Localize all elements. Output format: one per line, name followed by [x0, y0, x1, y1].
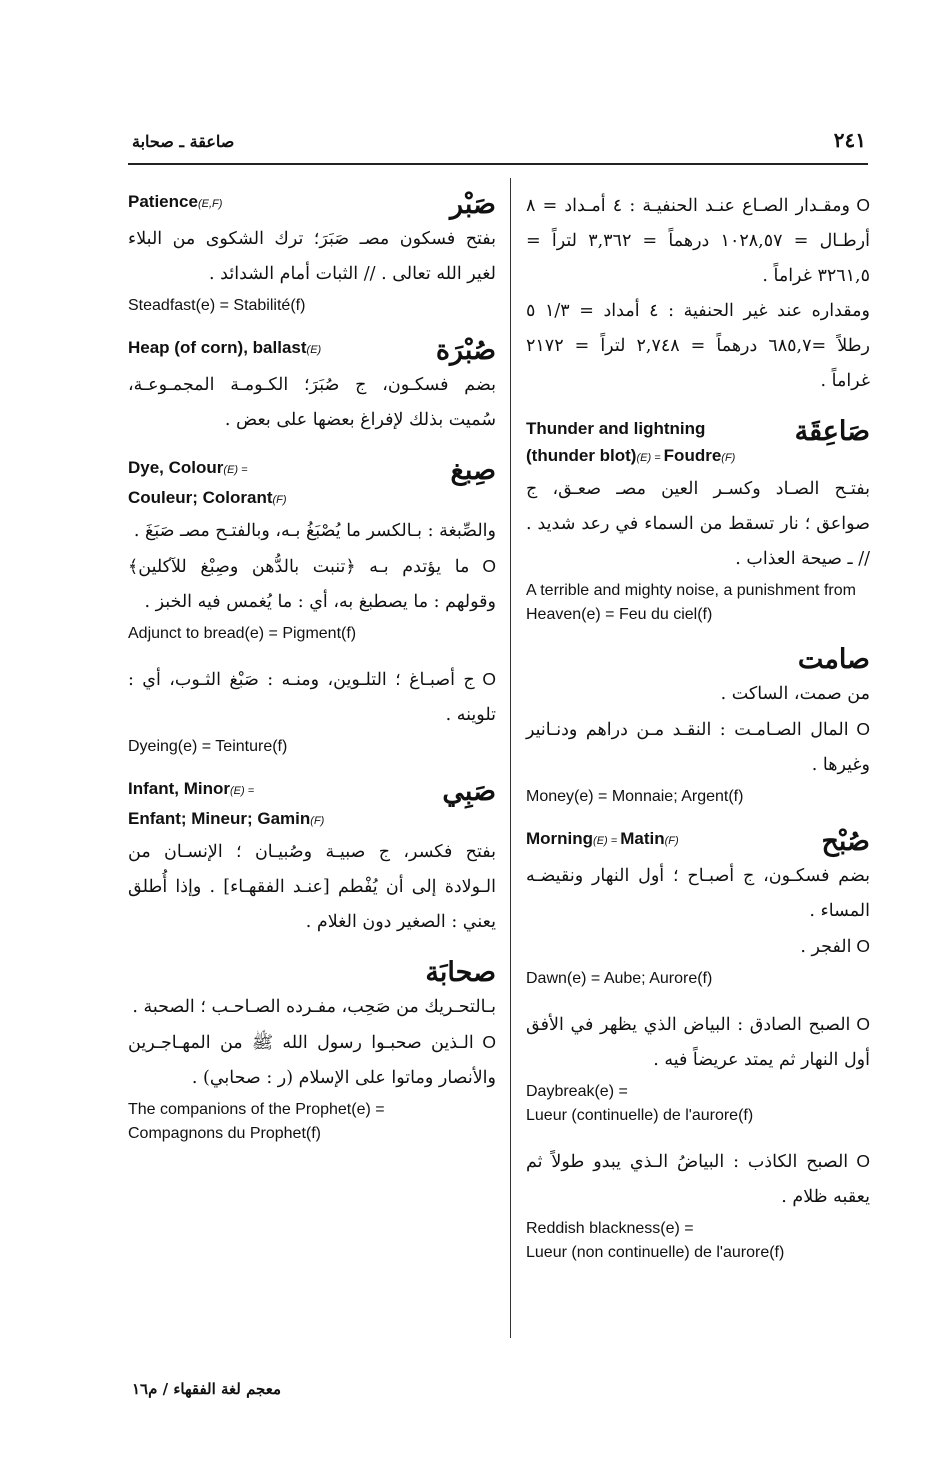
entry-saiqa	[526, 415, 870, 627]
arabic-definition: بفتح فكسر، ج صبيـة وصُبيـان ؛ الإنسـان من الـولادة إلى أن يُفْطم [عنـد الفقهـاء] . وإذا أُطلق يعني : الصغير دون الغلام .	[128, 842, 496, 932]
entry-subh-kadhib	[526, 1144, 870, 1265]
arabic-definition: O ج أصبـاغ ؛ التلـوين، ومنـه : صَبْغ الثـوب، أي : تلوينه .	[128, 662, 496, 733]
arabic-definition: بفتح فسكون مصـ صَبَرَ؛ ترك الشكوى من البلاء لغير الله تعالى . // الثبات أمام الشدائد .	[128, 229, 496, 284]
entry-sa-continued	[526, 188, 870, 399]
english-heading: Heap (of corn), ballast(E)	[128, 338, 322, 357]
arabic-definition: ومقداره عند غير الحنفية : ٤ أمداد = ١/٣ ٥ رطلاً =٦٨٥,٧ درهماً = ٢,٧٤٨ لتراً = ٢١٧٢ غراماً .	[526, 301, 871, 391]
arabic-definition: O الصبح الكاذب : البياضُ الـذي يبدو طولاً ثم يعقبه ظلام .	[526, 1144, 870, 1215]
running-title: صاعقة ـ صحابة	[132, 132, 235, 151]
translation: Dyeing(e) = Teinture(f)	[128, 738, 288, 755]
entry-subh-sadiq	[526, 1007, 870, 1128]
headword: صحابَة	[425, 957, 496, 988]
headword: صُبْرَة	[435, 335, 496, 366]
page-number: ٢٤١	[833, 128, 866, 152]
arabic-definition: O الصبح الصادق : البياض الذي يظهر في الأفق أول النهار ثم يمتد عريضاً فيه .	[526, 1007, 870, 1078]
english-heading: Infant, Minor(E) = Enfant; Mineur; Gamin(F)	[128, 779, 325, 828]
entry-sahaba	[128, 956, 496, 1146]
left-column	[128, 188, 496, 1162]
headword: صَبِي	[442, 776, 496, 807]
translation: Reddish blackness(e) = Lueur (non continuelle) de l'aurore(f)	[526, 1220, 785, 1261]
translation: Adjunct to bread(e) = Pigment(f)	[128, 625, 357, 642]
entry-subh	[526, 825, 870, 991]
entry-asbagh	[128, 662, 496, 759]
english-heading: Patience(E,F)	[128, 192, 223, 211]
arabic-definition: بـالتحـريك من صَحِب، مفـرده الصـاحـب ؛ الصحبة .	[132, 997, 496, 1017]
footer-note: معجم لغة الفقهاء / م١٦	[132, 1380, 282, 1398]
header-rule	[128, 163, 868, 165]
column-divider	[510, 178, 511, 1338]
entry-sibgh	[128, 454, 496, 646]
entry-sabi	[128, 775, 496, 940]
translation: Daybreak(e) = Lueur (continuelle) de l'aurore(f)	[526, 1083, 754, 1124]
translation: Dawn(e) = Aube; Aurore(f)	[526, 970, 713, 987]
english-heading: Morning(E) = Matin(F)	[526, 829, 679, 848]
translation: Steadfast(e) = Stabilité(f)	[128, 297, 306, 314]
translation: A terrible and mighty noise, a punishment from Heaven(e) = Feu du ciel(f)	[526, 582, 856, 623]
headword: صَبْر	[450, 189, 496, 220]
headword: صامت	[797, 644, 870, 675]
entry-samit	[526, 643, 870, 809]
arabic-definition: O ومقـدار الصـاع عنـد الحنفيـة : ٤ أمـداد = ٨ أرطـال = ١٠٢٨,٥٧ درهماً = ٣,٣٦٢ لتراً = ٣٢٦١,٥ غراماً .	[526, 188, 870, 294]
arabic-definition: O ما يؤتدم بـه ﴿تنبت بالدُّهن وصِبْغ للآكلين﴾ وقولهم : ما يصطبغ به، أي : ما يُغمس فيه الخبز .	[128, 549, 496, 620]
english-heading: Dye, Colour(E) = Couleur; Colorant(F)	[128, 458, 287, 507]
arabic-definition: بفتـح الصـاد وكسـر العين مصـ صعـق، ج صواعق ؛ نار تسقط من السماء في رعد شديد . // ـ صيحة العذاب .	[526, 479, 870, 569]
arabic-definition: بضم فسكـون، ج أصبـاح ؛ أول النهار ونقيضـه المساء .	[526, 866, 870, 921]
arabic-definition: O الفجر .	[526, 929, 870, 965]
entry-sabr	[128, 188, 496, 318]
headword: صِبغ	[450, 455, 496, 486]
headword: صُبْح	[821, 826, 870, 857]
headword: صَاعِقَة	[794, 416, 870, 447]
arabic-definition: O الـذين صحبـوا رسول الله ﷺ من المهـاجـرين والأنصار وماتوا على الإسلام (ر : صحابي) .	[128, 1025, 496, 1096]
right-column	[526, 188, 870, 1281]
arabic-definition: O المال الصـامـت : النقـد مـن دراهم ودنـانير وغيرها .	[526, 712, 870, 783]
entry-subra	[128, 334, 496, 438]
arabic-definition: بضم فسكـون، ج صُبَرَ؛ الكـومـة المجمـوعـة، سُميت بذلك لإفراغ بعضها على بعض .	[128, 375, 496, 430]
arabic-definition: من صمت، الساكت .	[720, 684, 870, 704]
arabic-definition: والصِّبغة : بـالكسر ما يُصْبَغُ بـه، وبالفتـح مصـ صَبَغَ .	[133, 521, 496, 541]
translation: The companions of the Prophet(e) = Compagnons du Prophet(f)	[128, 1101, 385, 1142]
english-heading: Thunder and lightning (thunder blot)(E) = Foudre(F)	[526, 419, 736, 465]
translation: Money(e) = Monnaie; Argent(f)	[526, 788, 744, 805]
